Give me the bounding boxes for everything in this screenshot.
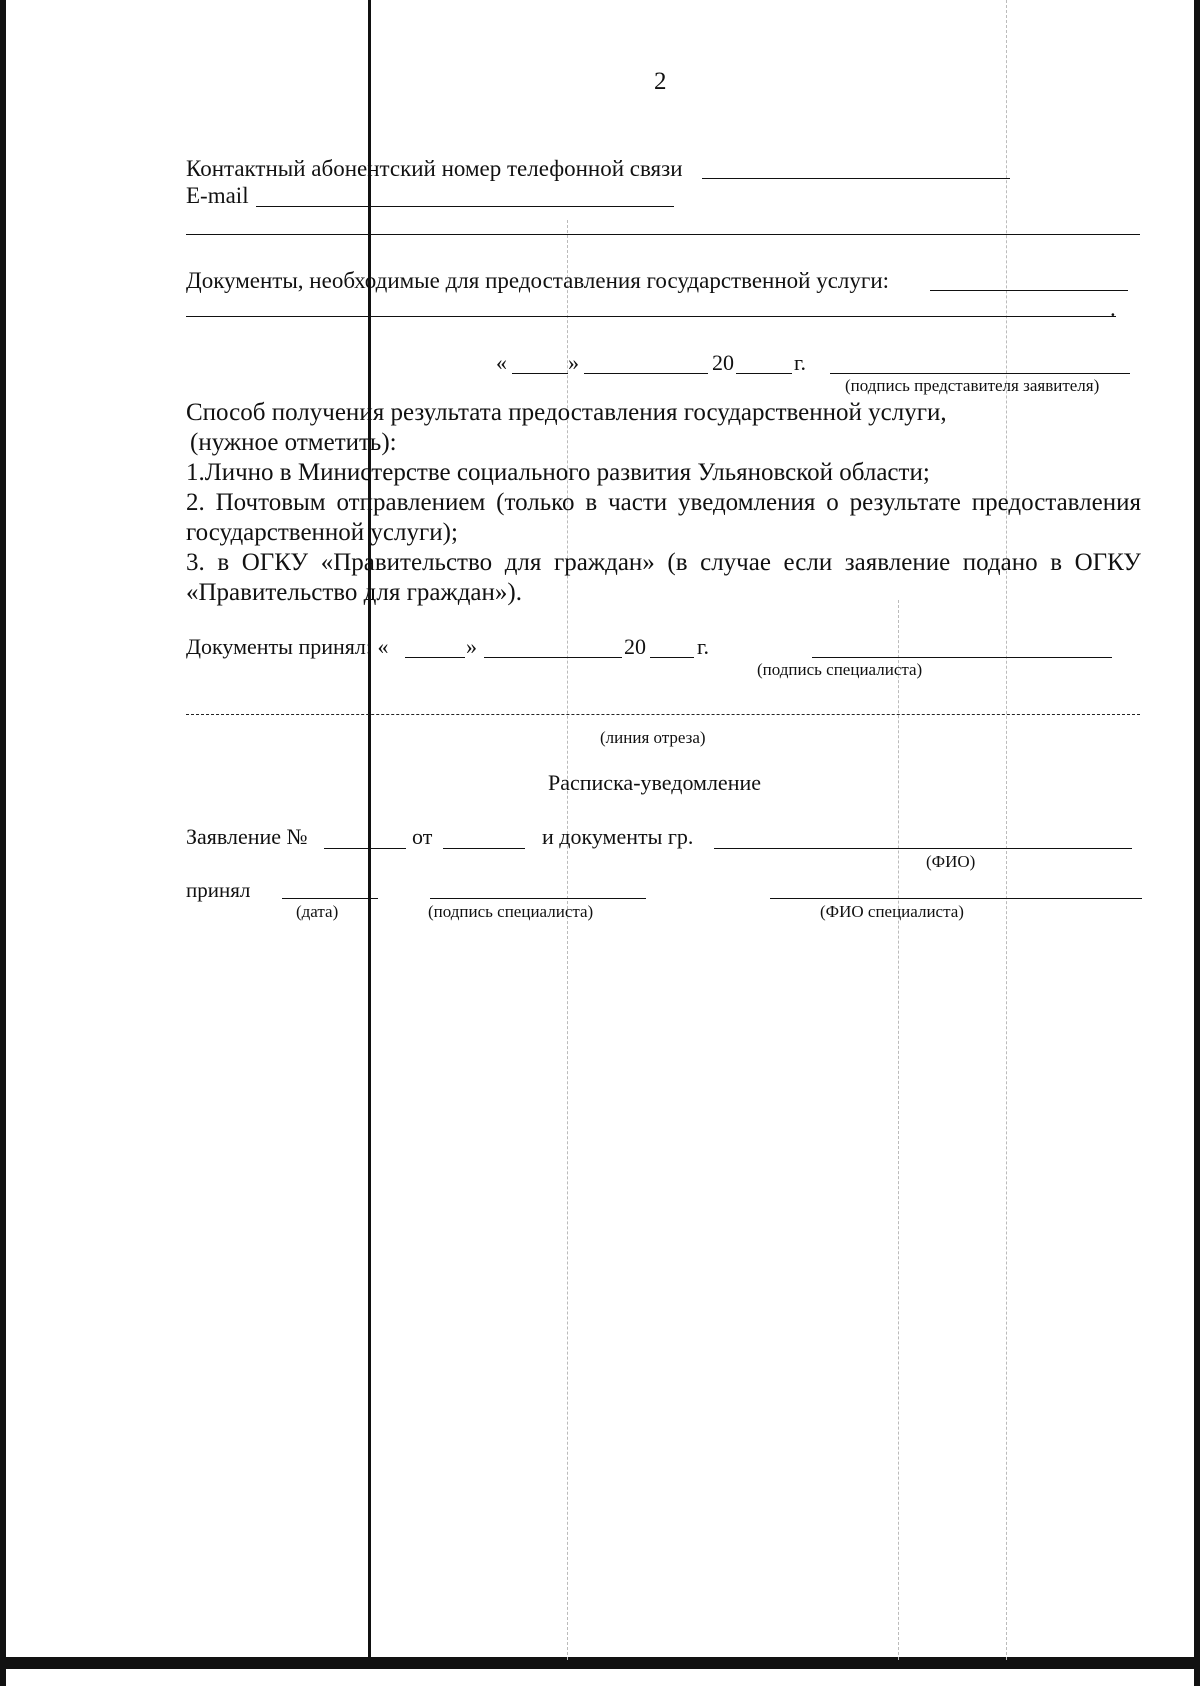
date-year-suffix: г. bbox=[794, 350, 807, 375]
receipt-title: Расписка-уведомление bbox=[548, 770, 762, 795]
accepted-by-label: принял bbox=[186, 878, 251, 902]
scan-bottom-edge bbox=[0, 1657, 1200, 1669]
scan-left-edge bbox=[0, 0, 6, 1686]
receipt-signature-caption: (подпись специалиста) bbox=[428, 902, 594, 921]
application-number-line[interactable] bbox=[324, 848, 406, 849]
accepted-day-line[interactable] bbox=[405, 657, 465, 658]
applicant-fio-caption: (ФИО) bbox=[926, 852, 976, 871]
receipt-date-caption: (дата) bbox=[296, 902, 339, 921]
method-option-2-line-1[interactable]: 2. Почтовым отправлением (только в части уведомления о результате предоставления bbox=[186, 489, 1141, 516]
method-title: Способ получения результата предоставления государственной услуги, bbox=[186, 399, 947, 426]
receipt-specialist-fio-line[interactable] bbox=[770, 898, 1142, 899]
documents-end-dot: . bbox=[1110, 296, 1116, 321]
application-label: Заявление № bbox=[186, 824, 308, 849]
specialist-signature-line[interactable] bbox=[812, 657, 1112, 658]
cut-line bbox=[186, 714, 1140, 715]
date-close-quote: » bbox=[568, 350, 579, 375]
specialist-signature-caption: (подпись специалиста) bbox=[757, 660, 923, 679]
email-label: E-mail bbox=[186, 183, 249, 208]
method-option-3-line-2[interactable]: «Правительство для граждан»). bbox=[186, 579, 522, 606]
documents-extra-line[interactable] bbox=[186, 316, 1116, 317]
date-year-prefix: 20 bbox=[712, 350, 734, 375]
application-date-line[interactable] bbox=[443, 848, 525, 849]
accepted-month-line[interactable] bbox=[484, 657, 622, 658]
applicant-fio-line[interactable] bbox=[714, 848, 1132, 849]
contact-extra-line[interactable] bbox=[186, 234, 1140, 235]
method-section bbox=[186, 398, 1141, 608]
documents-field-line[interactable] bbox=[930, 290, 1128, 291]
accepted-year-prefix: 20 bbox=[624, 634, 646, 659]
application-docs-label: и документы гр. bbox=[542, 824, 694, 849]
scan-right-edge bbox=[1194, 0, 1200, 1686]
accepted-close-quote: » bbox=[466, 634, 477, 659]
date-month-line[interactable] bbox=[584, 373, 708, 374]
scan-faint-line-right bbox=[1006, 0, 1007, 1660]
date-day-line[interactable] bbox=[512, 373, 568, 374]
representative-signature-caption: (подпись представителя заявителя) bbox=[845, 376, 1100, 395]
email-field-line[interactable] bbox=[256, 206, 674, 207]
phone-field-line[interactable] bbox=[702, 178, 1010, 179]
accepted-year-suffix: г. bbox=[697, 634, 710, 659]
date-open-quote: « bbox=[496, 350, 507, 375]
accepted-year-line[interactable] bbox=[650, 657, 694, 658]
receipt-specialist-fio-caption: (ФИО специалиста) bbox=[820, 902, 964, 921]
receipt-date-line[interactable] bbox=[282, 898, 378, 899]
documents-label: Документы, необходимые для предоставления государственной услуги: bbox=[186, 268, 890, 293]
representative-signature-line[interactable] bbox=[830, 373, 1130, 374]
method-option-1[interactable]: 1.Лично в Министерстве социального развития Ульяновской области; bbox=[186, 459, 930, 486]
cut-line-caption: (линия отреза) bbox=[600, 728, 706, 747]
page-number: 2 bbox=[654, 68, 667, 95]
method-option-2-line-2[interactable]: государственной услуги); bbox=[186, 519, 458, 546]
date-year-line[interactable] bbox=[736, 373, 792, 374]
phone-label: Контактный абонентский номер телефонной связи bbox=[186, 156, 683, 181]
scan-fold-line bbox=[368, 0, 371, 1660]
receipt-signature-line[interactable] bbox=[430, 898, 646, 899]
accepted-label: Документы принял: « bbox=[186, 634, 389, 659]
application-from-label: от bbox=[412, 824, 433, 849]
method-option-3-line-1[interactable]: 3. в ОГКУ «Правительство для граждан» (в случае если заявление подано в ОГКУ bbox=[186, 549, 1141, 576]
scan-faint-line-right2 bbox=[898, 600, 899, 1660]
method-hint: (нужное отметить): bbox=[190, 429, 397, 456]
